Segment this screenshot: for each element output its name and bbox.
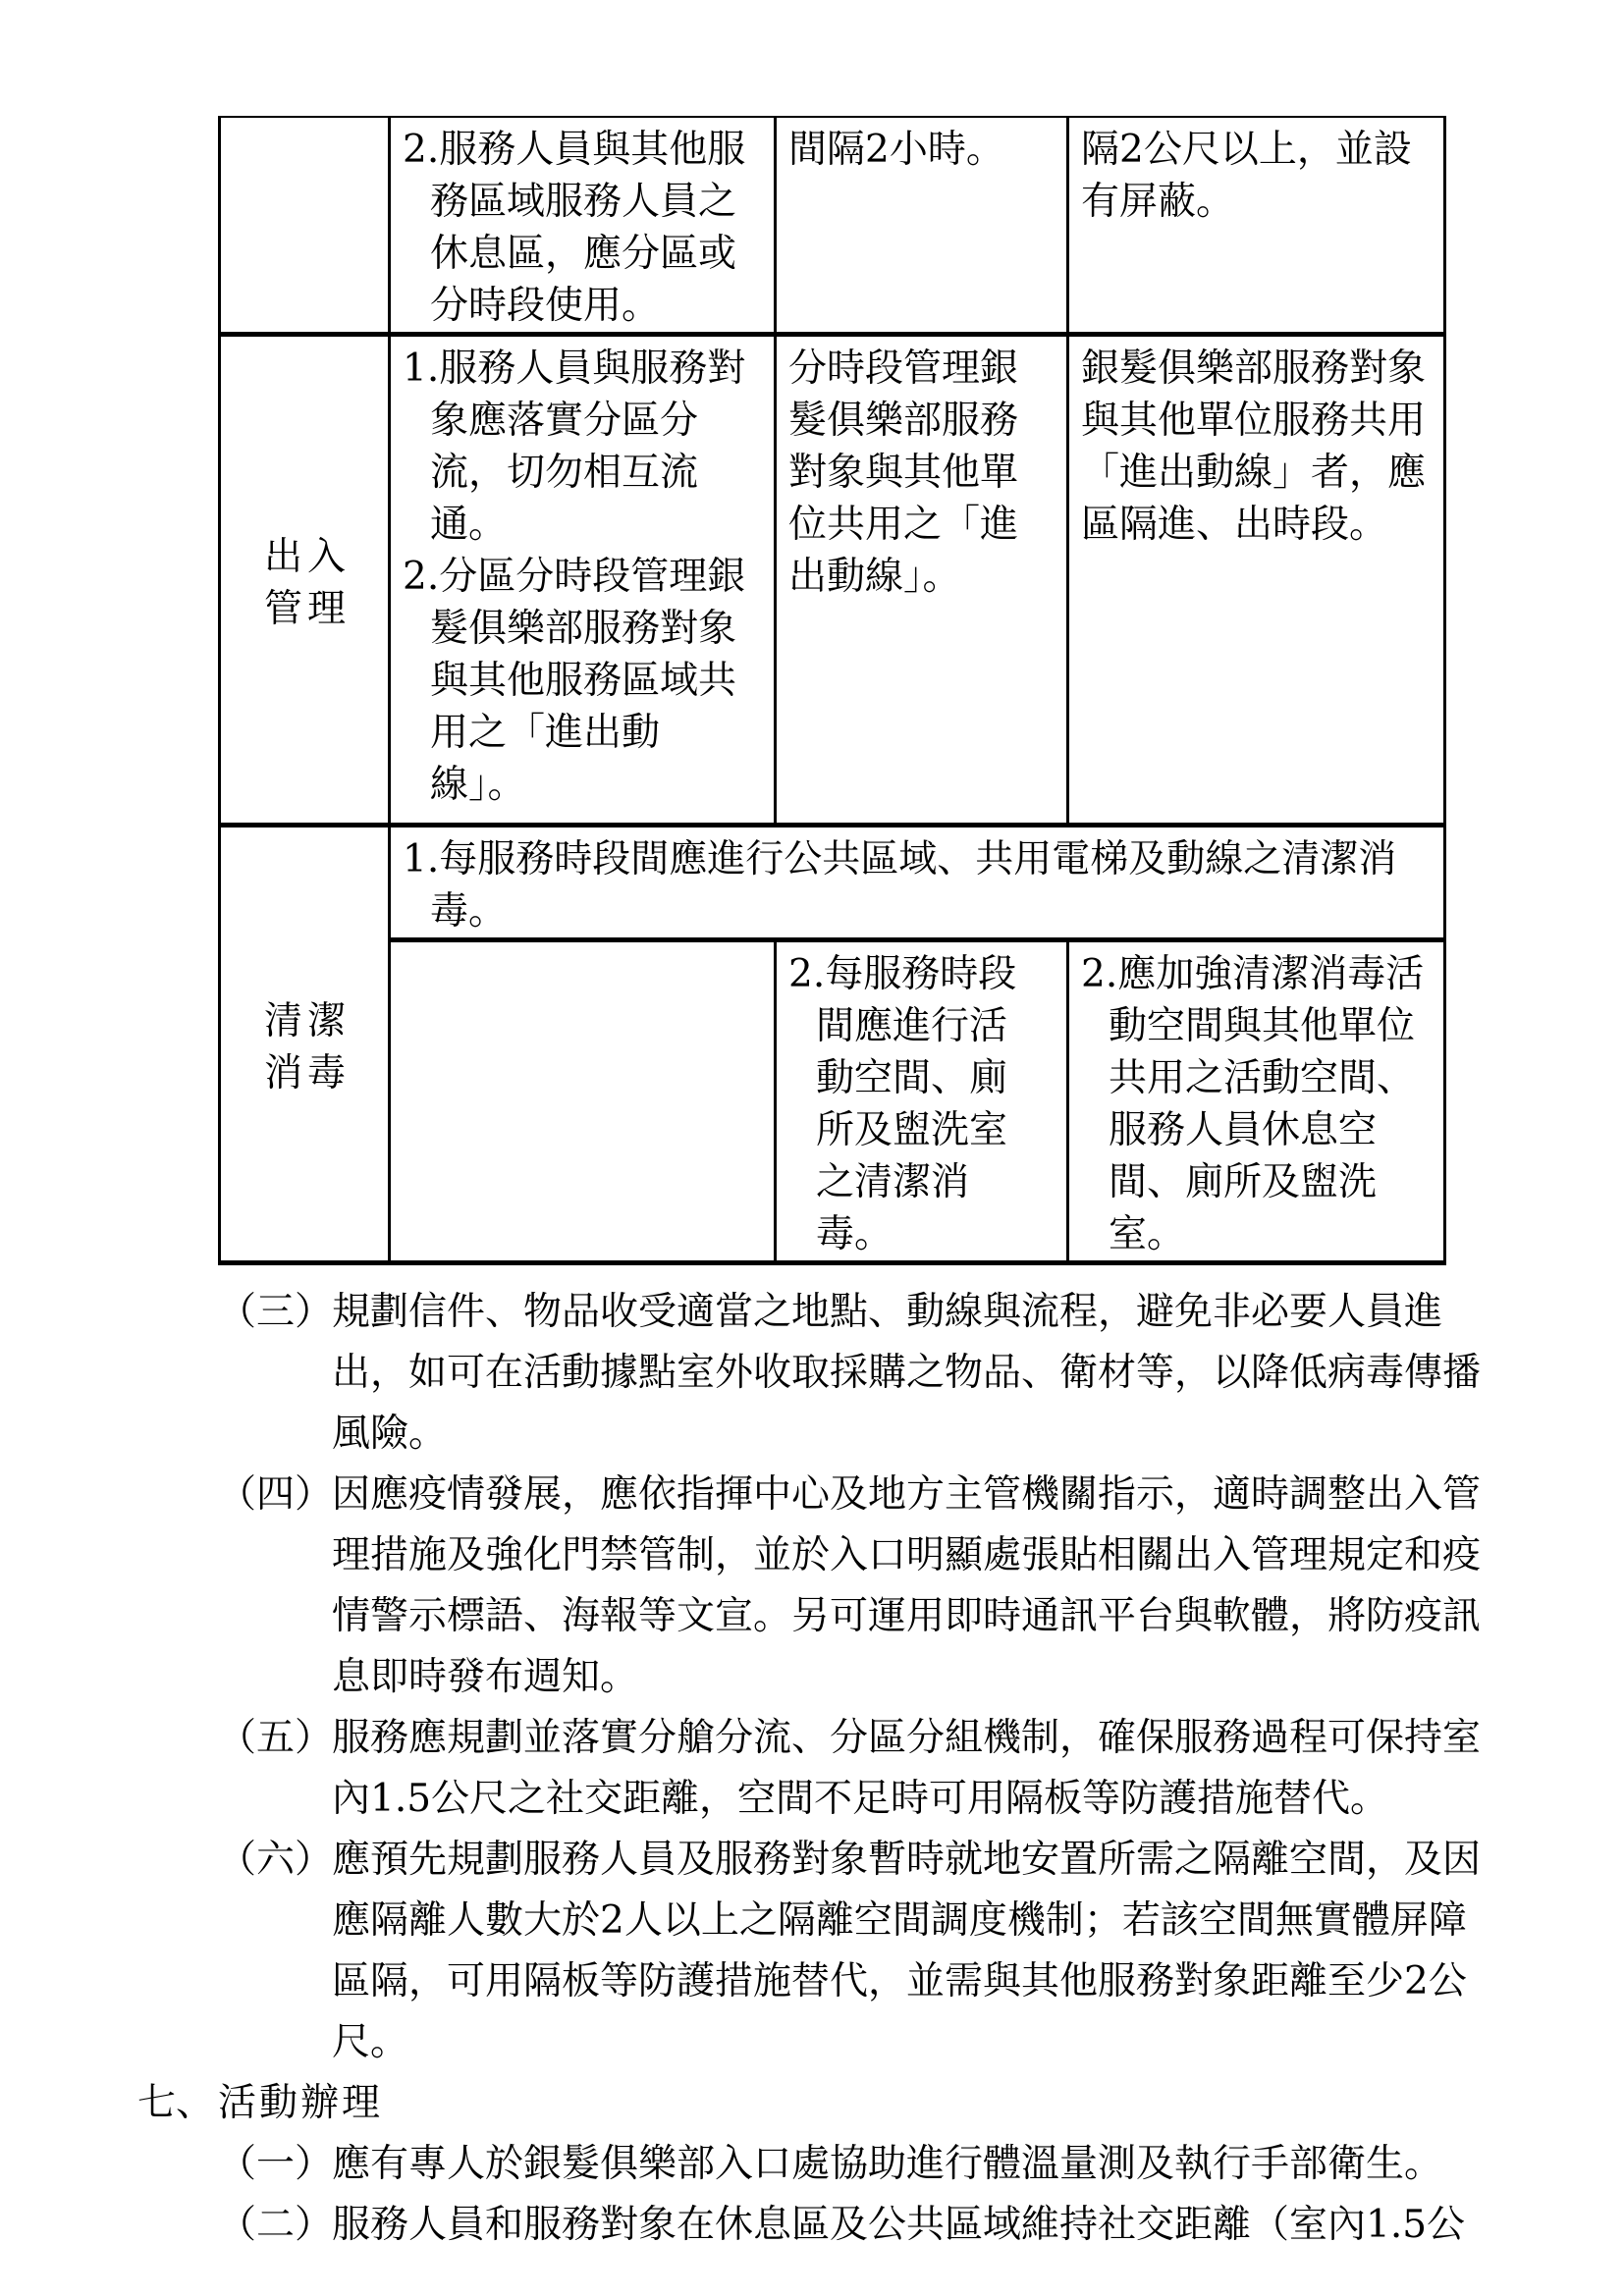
text-line: 所及盥洗室: [816, 1108, 1008, 1152]
cell-rest-area-distance: [1068, 117, 1445, 335]
list-item-4-label: （四）: [218, 1472, 334, 1517]
text-line: 與其他單位服務共用: [1081, 399, 1427, 443]
list-item-3-label: （三）: [218, 1290, 334, 1334]
text-line: 應有專人於銀髮俱樂部入口處協助進行體溫量測及執行手部衛生。: [332, 2142, 1443, 2186]
text-line: 2.應加強清潔消毒活: [1081, 952, 1425, 996]
cell-cleaning-shared-space: [1068, 940, 1445, 1263]
row-header-empty: [220, 117, 390, 335]
text-item: [788, 343, 1058, 603]
text-line: 有屏蔽。: [1081, 180, 1235, 224]
text-line: 之清潔消: [816, 1160, 970, 1204]
text-line: 通。: [430, 503, 508, 547]
text-line: 毒。: [816, 1212, 893, 1256]
text-line: 1.每服務時段間應進行公共區域、共用電梯及動線之清潔消: [403, 837, 1397, 881]
cell-entry-exit-shared-routes: [1068, 335, 1445, 826]
text-line: 動空間與其他單位: [1109, 1004, 1416, 1048]
text-line: 與其他服務區域共: [430, 659, 737, 703]
cell-cleaning-empty: [390, 940, 776, 1263]
text-line: 應預先規劃服務人員及服務對象暫時就地安置所需之隔離空間，及因: [332, 1838, 1482, 1882]
cell-cleaning-activity-space: [776, 940, 1068, 1263]
text-line: 共用之活動空間、: [1109, 1056, 1416, 1100]
numbered-item: [1081, 948, 1435, 1260]
text-line: 用之「進出動: [430, 711, 661, 755]
text-line: 應隔離人數大於2人以上之隔離空間調度機制；若該空間無實體屏障: [332, 1898, 1467, 1943]
text-line: 消毒: [264, 1050, 352, 1095]
body-text: [137, 1282, 1502, 2256]
text-line: 出入: [264, 534, 352, 579]
numbered-item: [403, 124, 766, 332]
text-line: 流，切勿相互流: [430, 451, 699, 495]
list-item-6-text: [332, 1830, 1502, 2073]
text-line: 出，如可在活動據點室外收取採購之物品、衛材等，以降低病毒傳播: [332, 1351, 1482, 1395]
list-item-3-text: [332, 1282, 1502, 1465]
text-line: 理措施及強化門禁管制，並於入口明顯處張貼相關出入管理規定和疫: [332, 1533, 1482, 1577]
numbered-item: [788, 948, 1058, 1260]
text-line: 服務應規劃並落實分艙分流、分區分組機制，確保服務過程可保持室: [332, 1716, 1482, 1760]
text-line: 1.服務人員與服務對: [403, 347, 746, 391]
text-line: 2.服務人員與其他服: [403, 128, 746, 172]
guideline-table: [218, 116, 1446, 1265]
text-line: 毒。: [430, 889, 508, 934]
table-row-rest-area: [220, 117, 1445, 335]
text-line: 間應進行活: [816, 1004, 1008, 1048]
text-line: 位共用之「進: [788, 503, 1019, 547]
cell-cleaning-common-areas: [390, 826, 1445, 940]
text-line: 間隔2小時。: [788, 128, 1004, 172]
text-line: 務區域服務人員之: [430, 180, 737, 224]
list-item-5-text: [332, 1708, 1502, 1830]
section-heading-7-title: 活動辦理: [218, 2081, 384, 2125]
text-line: 間、廁所及盥洗: [1109, 1160, 1378, 1204]
numbered-item: [403, 833, 1435, 937]
text-line: 髮俱樂部服務對象: [430, 607, 737, 651]
text-line: 情警示標語、海報等文宣。另可運用即時通訊平台與軟體，將防疫訊: [332, 1594, 1482, 1638]
text-line: 象應落實分區分: [430, 399, 699, 443]
text-line: 清潔: [264, 998, 352, 1043]
sub-item-2-text: [332, 2195, 1502, 2256]
text-line: 區隔進、出時段。: [1081, 503, 1388, 547]
table-row-cleaning-detail: [220, 940, 1445, 1263]
text-line: 尺。: [332, 2020, 409, 2064]
text-line: 「進出動線」者，應: [1081, 451, 1427, 495]
text-line: 出動線」。: [788, 555, 961, 599]
text-line: 管理: [264, 586, 352, 631]
text-line: 2.每服務時段: [788, 952, 1017, 996]
numbered-item: [403, 551, 766, 811]
text-line: 風險。: [332, 1412, 448, 1456]
text-line: 服務人員休息空: [1109, 1108, 1378, 1152]
numbered-item: [403, 343, 766, 551]
list-item-4: [137, 1465, 1502, 1708]
sub-item-1-text: [332, 2134, 1502, 2195]
sub-item-1: [137, 2134, 1502, 2195]
cell-rest-area-time-interval: [776, 117, 1068, 335]
text-line: 2.分區分時段管理銀: [403, 555, 746, 599]
text-line: 對象與其他單: [788, 451, 1019, 495]
text-item: [1081, 124, 1435, 228]
text-line: 隔2公尺以上，並設: [1081, 128, 1412, 172]
row-header-cleaning-disinfection: [220, 826, 390, 1263]
text-line: 休息區，應分區或: [430, 232, 737, 276]
section-heading-7: [137, 2073, 1502, 2134]
list-item-5-label: （五）: [218, 1716, 334, 1760]
text-line: 息即時發布週知。: [332, 1655, 639, 1699]
row-header-entry-exit-management: [220, 335, 390, 826]
list-item-6: [137, 1830, 1502, 2073]
text-line: 規劃信件、物品收受適當之地點、動線與流程，避免非必要人員進: [332, 1290, 1443, 1334]
text-line: 室。: [1109, 1212, 1186, 1256]
sub-item-2-label: （二）: [218, 2203, 334, 2247]
sub-item-1-label: （一）: [218, 2142, 334, 2186]
text-line: 因應疫情發展，應依指揮中心及地方主管機關指示，適時調整出入管: [332, 1472, 1482, 1517]
table-row-entry-exit: [220, 335, 1445, 826]
section-heading-7-number: 七、: [137, 2081, 215, 2125]
list-item-6-label: （六）: [218, 1838, 334, 1882]
text-item: [788, 124, 1058, 176]
sub-item-2: [137, 2195, 1502, 2256]
text-line: 分時段使用。: [430, 284, 661, 328]
text-line: 服務人員和服務對象在休息區及公共區域維持社交距離（室內1.5公: [332, 2203, 1466, 2247]
text-line: 動空間、廁: [816, 1056, 1008, 1100]
list-item-3: [137, 1282, 1502, 1465]
cell-entry-exit-measure: [390, 335, 776, 826]
text-line: 分時段管理銀: [788, 347, 1019, 391]
list-item-4-text: [332, 1465, 1502, 1708]
list-item-5: [137, 1708, 1502, 1830]
text-line: 線」。: [430, 763, 526, 807]
text-item: [1081, 343, 1435, 551]
cell-rest-area-measure: [390, 117, 776, 335]
text-line: 區隔，可用隔板等防護措施替代，並需與其他服務對象距離至少2公: [332, 1959, 1467, 2003]
text-line: 髮俱樂部服務: [788, 399, 1019, 443]
cell-entry-exit-time-management: [776, 335, 1068, 826]
table-row-cleaning-span: [220, 826, 1445, 940]
text-line: 內1.5公尺之社交距離，空間不足時可用隔板等防護措施替代。: [332, 1777, 1389, 1821]
text-line: 銀髮俱樂部服務對象: [1081, 347, 1427, 391]
